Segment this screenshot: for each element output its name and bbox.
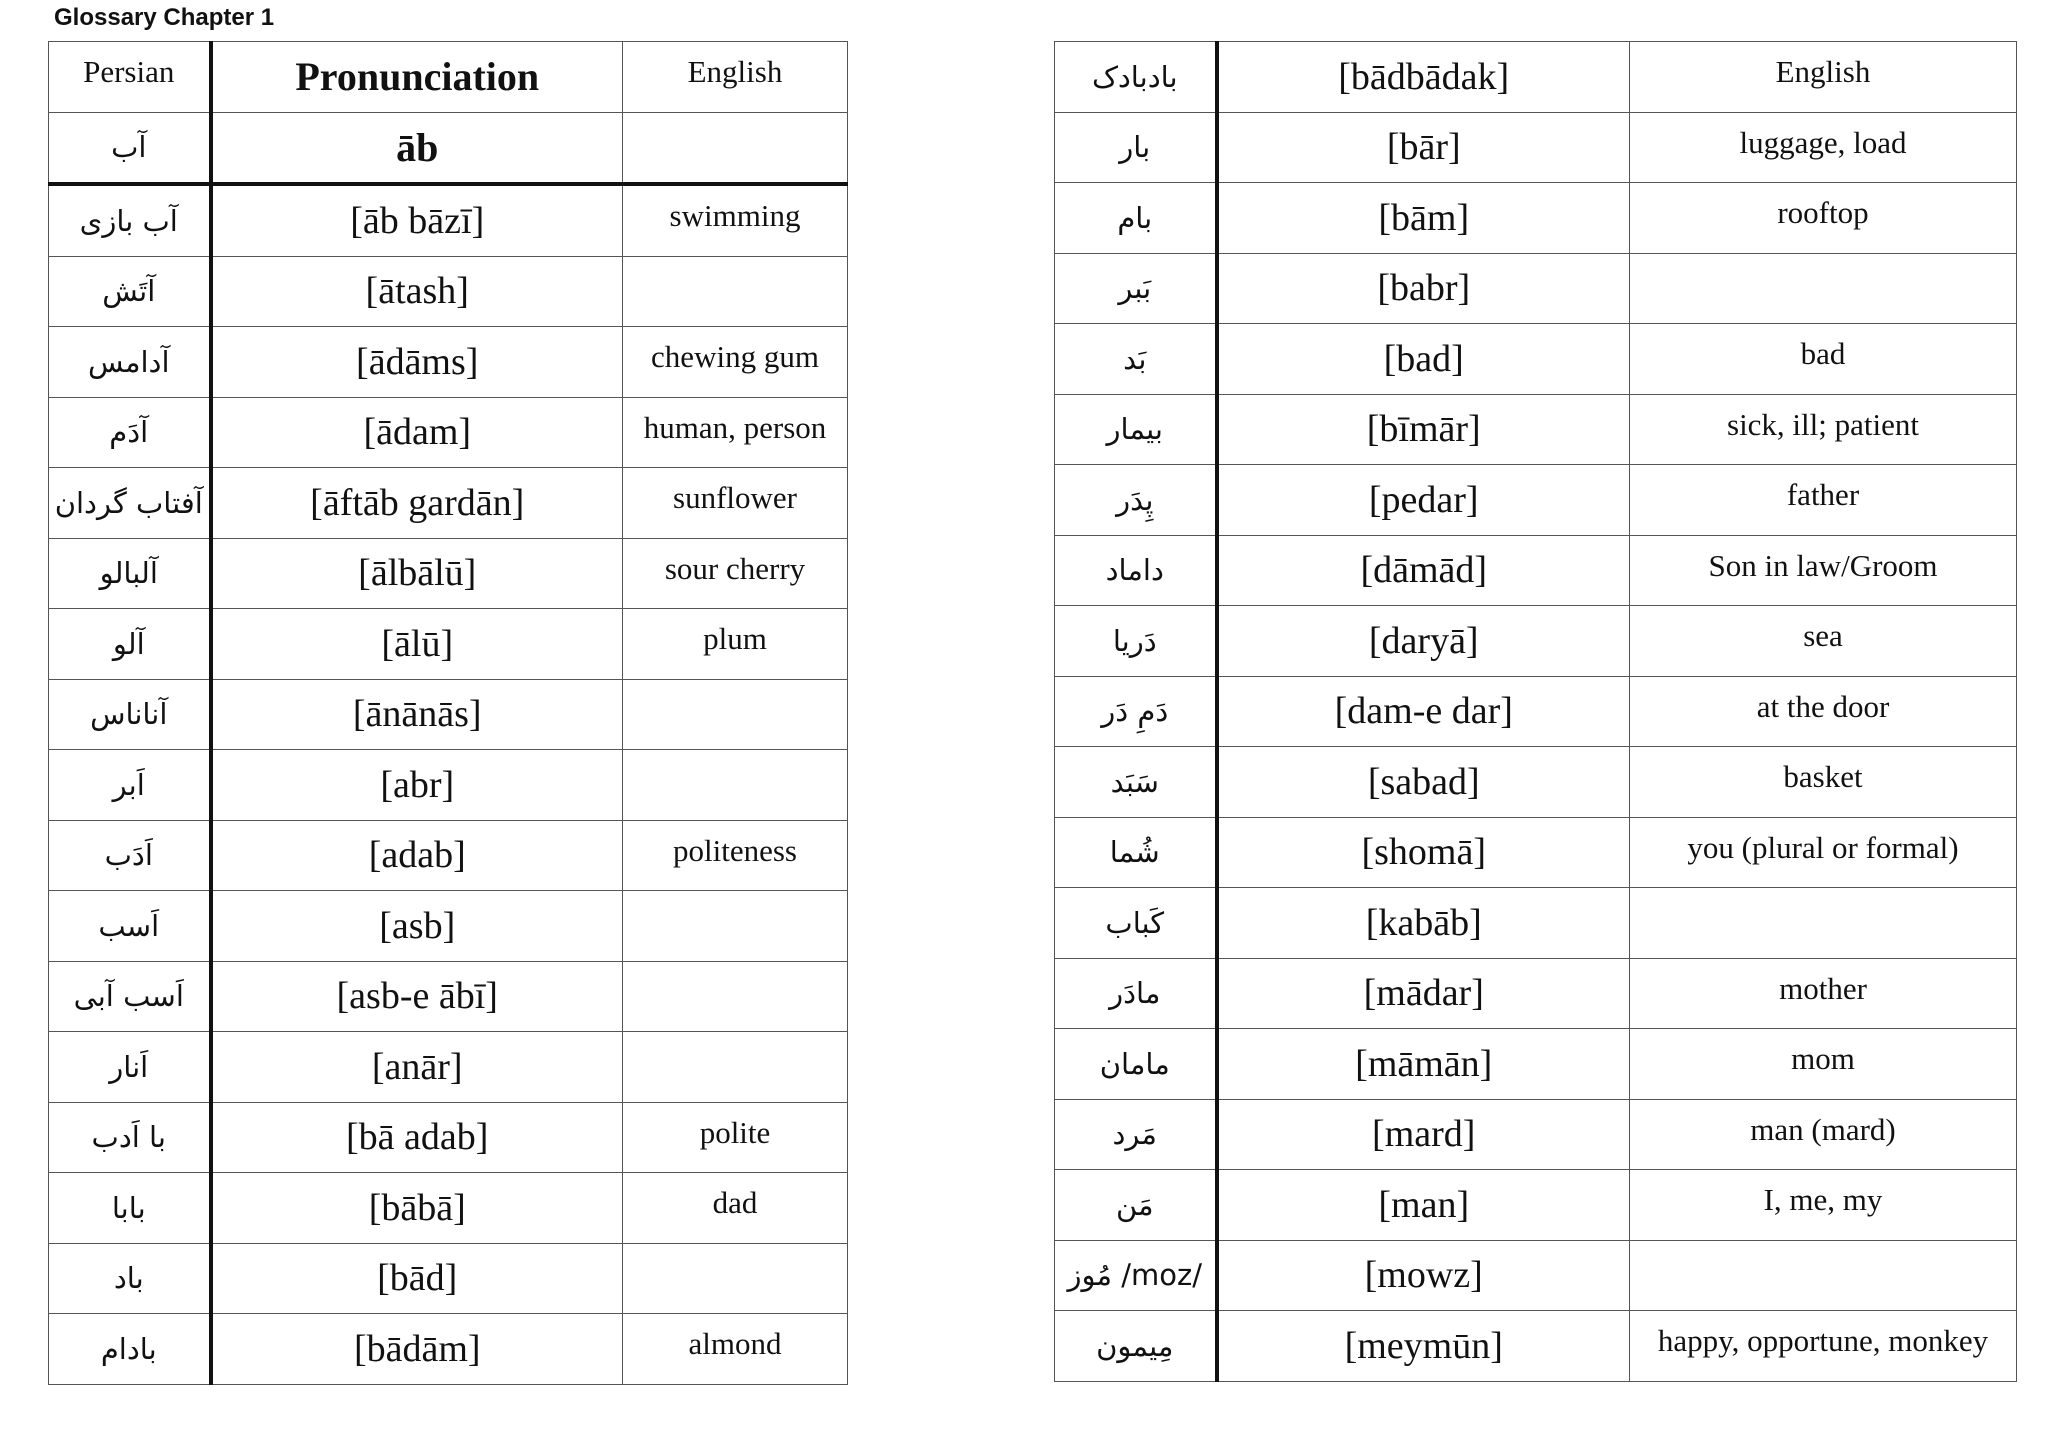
persian-word: دَمِ دَر	[1055, 676, 1217, 747]
pronunciation: [meymūn]	[1217, 1311, 1630, 1382]
english-meaning: chewing gum	[623, 327, 848, 398]
persian-word: آدَم	[49, 397, 211, 468]
table-row	[49, 184, 848, 256]
english-meaning: luggage, load	[1630, 112, 2017, 183]
english-meaning: Son in law/Groom	[1630, 535, 2017, 606]
table-header-row	[49, 42, 848, 113]
persian-word: بیمار	[1055, 394, 1217, 465]
table-row	[1055, 1170, 2017, 1241]
pronunciation: [pedar]	[1217, 465, 1630, 536]
english-meaning: English	[1630, 42, 2017, 113]
persian-word: /moz/ مُوز	[1055, 1240, 1217, 1311]
table-row	[49, 961, 848, 1032]
pronunciation: [ālū]	[211, 609, 623, 680]
english-meaning: mother	[1630, 958, 2017, 1029]
pronunciation: [asb-e ābī]	[211, 961, 623, 1032]
letter-subheader-row	[49, 112, 848, 184]
persian-word: اَسب آبی	[49, 961, 211, 1032]
pronunciation: [ānānās]	[211, 679, 623, 750]
pronunciation: [asb]	[211, 891, 623, 962]
english-meaning	[623, 679, 848, 750]
english-meaning	[623, 1032, 848, 1103]
pronunciation: [ālbālū]	[211, 538, 623, 609]
table-row	[49, 1032, 848, 1103]
english-meaning	[1630, 253, 2017, 324]
pronunciation: [man]	[1217, 1170, 1630, 1241]
english-meaning: almond	[623, 1314, 848, 1385]
persian-word: آناناس	[49, 679, 211, 750]
persian-word: مِیمون	[1055, 1311, 1217, 1382]
english-meaning	[623, 891, 848, 962]
persian-word: مَن	[1055, 1170, 1217, 1241]
pronunciation: [ādam]	[211, 397, 623, 468]
english-meaning: I, me, my	[1630, 1170, 2017, 1241]
persian-word: آتَش	[49, 256, 211, 327]
table-row	[1055, 394, 2017, 465]
persian-word: بَد	[1055, 324, 1217, 395]
pronunciation: [bīmār]	[1217, 394, 1630, 465]
table-row	[49, 891, 848, 962]
english-meaning	[623, 750, 848, 821]
table-row	[1055, 183, 2017, 254]
english-meaning: mom	[1630, 1029, 2017, 1100]
header-english: English	[623, 42, 848, 113]
table-row	[49, 327, 848, 398]
persian-word: آدامس	[49, 327, 211, 398]
table-row	[49, 256, 848, 327]
persian-word: بابا	[49, 1173, 211, 1244]
table-row	[1055, 324, 2017, 395]
header-persian: Persian	[49, 42, 211, 113]
persian-word: با اَدب	[49, 1102, 211, 1173]
persian-word: اَنار	[49, 1032, 211, 1103]
pronunciation: [adab]	[211, 820, 623, 891]
table-row	[49, 468, 848, 539]
persian-word: باد	[49, 1243, 211, 1314]
table-row	[49, 750, 848, 821]
persian-word: بار	[1055, 112, 1217, 183]
pronunciation: [bām]	[1217, 183, 1630, 254]
persian-word: اَبر	[49, 750, 211, 821]
pronunciation: [bābā]	[211, 1173, 623, 1244]
pronunciation: [mard]	[1217, 1099, 1630, 1170]
pronunciation: [bā adab]	[211, 1102, 623, 1173]
pronunciation: [ātash]	[211, 256, 623, 327]
table-row	[49, 1102, 848, 1173]
pronunciation: [daryā]	[1217, 606, 1630, 677]
table-row	[1055, 1311, 2017, 1382]
persian-word: شُما	[1055, 817, 1217, 888]
english-meaning	[1630, 888, 2017, 959]
persian-word: داماد	[1055, 535, 1217, 606]
table-row	[1055, 1099, 2017, 1170]
table-row	[1055, 465, 2017, 536]
persian-word: اَسب	[49, 891, 211, 962]
english-meaning: at the door	[1630, 676, 2017, 747]
pronunciation: [dam-e dar]	[1217, 676, 1630, 747]
persian-word: پِدَر	[1055, 465, 1217, 536]
table-row	[49, 609, 848, 680]
table-row	[1055, 1029, 2017, 1100]
table-row	[1055, 888, 2017, 959]
english-meaning: you (plural or formal)	[1630, 817, 2017, 888]
table-row	[49, 679, 848, 750]
table-row	[1055, 112, 2017, 183]
pronunciation: [ādāms]	[211, 327, 623, 398]
table-row	[1055, 42, 2017, 113]
english-meaning: bad	[1630, 324, 2017, 395]
english-meaning: polite	[623, 1102, 848, 1173]
persian-word: آفتاب گردان	[49, 468, 211, 539]
pronunciation: [bād]	[211, 1243, 623, 1314]
persian-word: مادَر	[1055, 958, 1217, 1029]
english-meaning: swimming	[623, 184, 848, 256]
persian-word: آلو	[49, 609, 211, 680]
table-row	[49, 538, 848, 609]
pronunciation: [māmān]	[1217, 1029, 1630, 1100]
table-row	[49, 1314, 848, 1385]
table-row	[1055, 606, 2017, 677]
table-row	[1055, 747, 2017, 818]
persian-word: کَباب	[1055, 888, 1217, 959]
pronunciation: [bār]	[1217, 112, 1630, 183]
table-row	[49, 820, 848, 891]
subheader-persian-letter: آب	[49, 112, 211, 184]
persian-word: بادام	[49, 1314, 211, 1385]
table-row	[1055, 535, 2017, 606]
english-meaning: rooftop	[1630, 183, 2017, 254]
pronunciation: [anār]	[211, 1032, 623, 1103]
glossary-table-right	[1054, 41, 2017, 1382]
pronunciation: [bādām]	[211, 1314, 623, 1385]
table-row	[1055, 817, 2017, 888]
english-meaning: plum	[623, 609, 848, 680]
pronunciation: [dāmād]	[1217, 535, 1630, 606]
english-meaning: sour cherry	[623, 538, 848, 609]
english-meaning	[623, 961, 848, 1032]
english-meaning: politeness	[623, 820, 848, 891]
english-meaning: father	[1630, 465, 2017, 536]
persian-word: سَبَد	[1055, 747, 1217, 818]
table-row	[1055, 958, 2017, 1029]
pronunciation: [mādar]	[1217, 958, 1630, 1029]
pronunciation: [babr]	[1217, 253, 1630, 324]
persian-word: بَبر	[1055, 253, 1217, 324]
persian-word: دَریا	[1055, 606, 1217, 677]
persian-word: آلبالو	[49, 538, 211, 609]
subheader-pronunciation: āb	[211, 112, 623, 184]
pronunciation: [bādbādak]	[1217, 42, 1630, 113]
english-meaning: happy, opportune, monkey	[1630, 1311, 2017, 1382]
pronunciation: [āftāb gardān]	[211, 468, 623, 539]
english-meaning	[1630, 1240, 2017, 1311]
pronunciation: [sabad]	[1217, 747, 1630, 818]
english-meaning: dad	[623, 1173, 848, 1244]
subheader-english	[623, 112, 848, 184]
pronunciation: [bad]	[1217, 324, 1630, 395]
persian-word: بادبادک	[1055, 42, 1217, 113]
header-pronunciation: Pronunciation	[211, 42, 623, 113]
pronunciation: [kabāb]	[1217, 888, 1630, 959]
persian-word: اَدَب	[49, 820, 211, 891]
document-title: Glossary Chapter 1	[54, 4, 275, 31]
pronunciation: [shomā]	[1217, 817, 1630, 888]
table-row	[1055, 676, 2017, 747]
table-row	[1055, 253, 2017, 324]
persian-word: مامان	[1055, 1029, 1217, 1100]
table-row	[49, 1243, 848, 1314]
english-meaning: sea	[1630, 606, 2017, 677]
pronunciation: [abr]	[211, 750, 623, 821]
table-row	[1055, 1240, 2017, 1311]
english-meaning: man (mard)	[1630, 1099, 2017, 1170]
persian-word: مَرد	[1055, 1099, 1217, 1170]
english-meaning: human, person	[623, 397, 848, 468]
glossary-table-left	[48, 41, 848, 1385]
pronunciation: [mowz]	[1217, 1240, 1630, 1311]
english-meaning: sick, ill; patient	[1630, 394, 2017, 465]
persian-word: آب بازی	[49, 184, 211, 256]
table-row	[49, 397, 848, 468]
persian-word: بام	[1055, 183, 1217, 254]
english-meaning: basket	[1630, 747, 2017, 818]
table-row	[49, 1173, 848, 1244]
english-meaning: sunflower	[623, 468, 848, 539]
pronunciation: [āb bāzī]	[211, 184, 623, 256]
english-meaning	[623, 1243, 848, 1314]
english-meaning	[623, 256, 848, 327]
